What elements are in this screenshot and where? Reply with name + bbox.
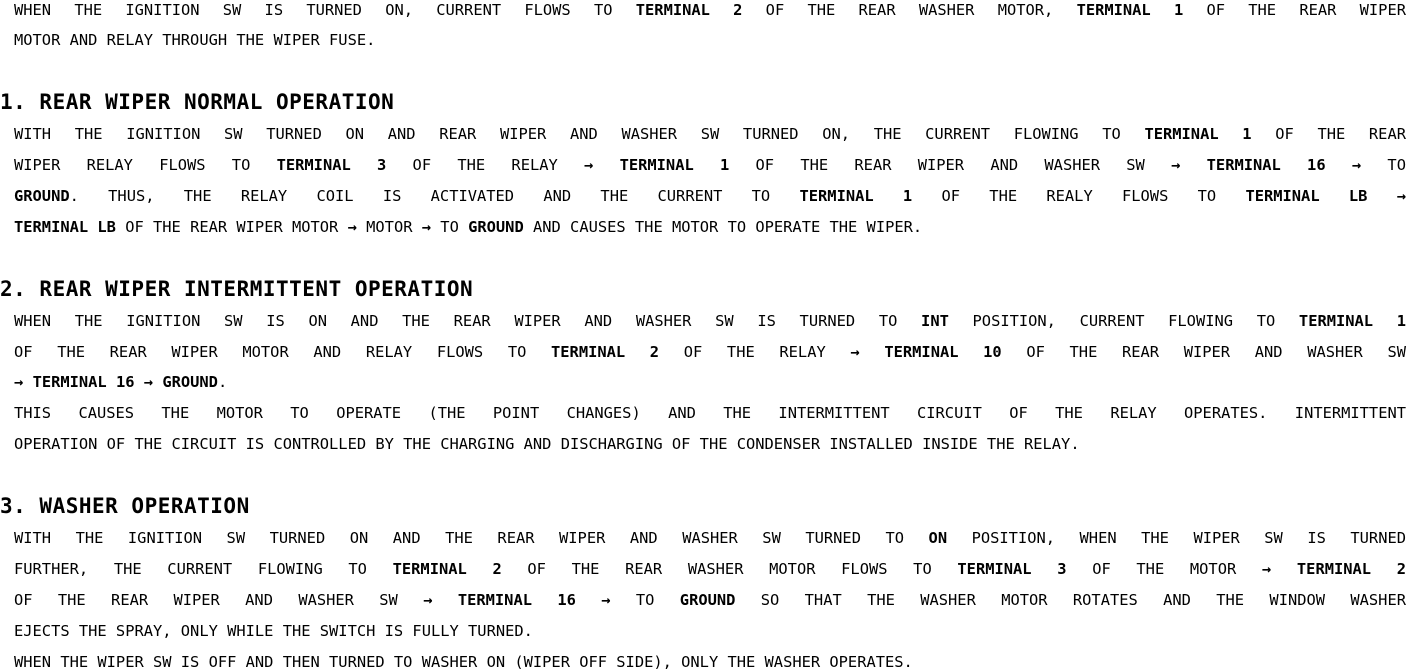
section-3-line-5 <box>14 652 1406 672</box>
text-run: OF THE REAR WASHER MOTOR, <box>742 1 1077 19</box>
text-run: OF THE REAR WIPER AND WASHER SW <box>1001 343 1406 361</box>
arrow-icon: → <box>347 218 357 236</box>
text-run: POSITION, CURRENT FLOWING TO <box>948 312 1299 330</box>
arrow-icon: → <box>601 591 611 609</box>
section-3-heading: 3. WASHER OPERATION <box>0 494 250 518</box>
section-1-line-4 <box>14 217 1406 237</box>
bold-term: GROUND <box>14 187 70 205</box>
text-run: FURTHER, THE CURRENT FLOWING TO <box>14 560 393 578</box>
bold-term: TERMINAL 16 <box>32 373 135 391</box>
text-run <box>135 373 144 391</box>
text-run: TO <box>610 591 680 609</box>
bold-term: TERMINAL 2 <box>392 560 502 578</box>
text-run: AND CAUSES THE MOTOR TO OPERATE THE WIPER. <box>523 218 923 236</box>
bold-term: TERMINAL 2 <box>635 1 743 19</box>
text-run: OF THE MOTOR <box>1066 560 1262 578</box>
text-run <box>23 373 32 391</box>
text-run: WHEN THE WIPER SW IS OFF AND THEN TURNED TO WASHER ON (WIPER OFF SIDE), ONLY THE WASHER OPERATES. <box>14 653 913 671</box>
text-run: OF THE REAR WIPER MOTOR <box>115 218 348 236</box>
arrow-icon: → <box>14 373 24 391</box>
text-run: TO <box>431 218 469 236</box>
text-run: OF THE RELAY <box>659 343 851 361</box>
bold-term: TERMINAL 3 <box>276 156 387 174</box>
bold-term: TERMINAL LB <box>1245 187 1368 205</box>
text-run: OF THE REAR <box>1251 125 1406 143</box>
text-run: MOTOR AND RELAY THROUGH THE WIPER FUSE. <box>14 31 376 49</box>
text-run <box>1367 187 1396 205</box>
bold-term: TERMINAL 16 <box>1206 156 1326 174</box>
bold-term: GROUND <box>162 373 218 391</box>
text-run: THIS CAUSES THE MOTOR TO OPERATE (THE POINT CHANGES) AND THE INTERMITTENT CIRCUIT OF THE RELAY OPERATES. INTERMITTENT <box>14 404 1406 422</box>
bold-term: TERMINAL 1 <box>799 187 913 205</box>
text-run: OF THE RELAY <box>386 156 585 174</box>
text-run <box>153 373 162 391</box>
section-1-heading: 1. REAR WIPER NORMAL OPERATION <box>0 90 395 114</box>
text-run: OF THE REAR WASHER MOTOR FLOWS TO <box>501 560 958 578</box>
arrow-icon: → <box>1171 156 1181 174</box>
text-run: MOTOR <box>356 218 422 236</box>
section-1-line-3 <box>14 186 1406 206</box>
bold-term: INT <box>921 312 949 330</box>
text-run: OF THE REAR WIPER <box>1183 1 1406 19</box>
text-run <box>593 156 619 174</box>
arrow-icon: → <box>850 343 860 361</box>
arrow-icon: → <box>143 373 154 391</box>
bold-term: TERMINAL 1 <box>1144 125 1252 143</box>
bold-term: GROUND <box>679 591 736 609</box>
section-2-line-2 <box>14 342 1406 362</box>
bold-term: TERMINAL 1 <box>1298 312 1406 330</box>
section-3-line-4 <box>14 621 1406 641</box>
section-3-line-3 <box>14 590 1406 610</box>
text-run <box>1326 156 1352 174</box>
text-run: OF THE REALY FLOWS TO <box>912 187 1246 205</box>
section-2-line-5 <box>14 434 1406 454</box>
section-3-line-1 <box>14 528 1406 548</box>
text-run <box>1180 156 1206 174</box>
text-run <box>432 591 457 609</box>
section-3-line-2 <box>14 559 1406 579</box>
text-run: WITH THE IGNITION SW TURNED ON AND REAR WIPER AND WASHER SW TURNED ON, THE CURRENT FLOWING TO <box>14 125 1145 143</box>
text-run: WHEN THE IGNITION SW IS ON AND THE REAR WIPER AND WASHER SW IS TURNED TO <box>14 312 922 330</box>
bold-term: TERMINAL 16 <box>457 591 576 609</box>
text-run: POSITION, WHEN THE WIPER SW IS TURNED <box>947 529 1406 547</box>
text-run: OF THE REAR WIPER AND WASHER SW <box>14 591 424 609</box>
arrow-icon: → <box>1261 560 1272 578</box>
text-run: SO THAT THE WASHER MOTOR ROTATES AND THE WINDOW WASHER <box>735 591 1406 609</box>
section-1-line-2 <box>14 155 1406 175</box>
text-run: OF THE REAR WIPER AND WASHER SW <box>729 156 1172 174</box>
text-run: . <box>217 373 228 391</box>
bold-term: TERMINAL 2 <box>1296 560 1406 578</box>
text-run: WITH THE IGNITION SW TURNED ON AND THE REAR WIPER AND WASHER SW TURNED TO <box>14 529 929 547</box>
bold-term: TERMINAL 2 <box>551 343 660 361</box>
bold-term: GROUND <box>468 218 524 236</box>
text-run: WHEN THE IGNITION SW IS TURNED ON, CURRENT FLOWS TO <box>14 1 636 19</box>
section-2-line-1 <box>14 311 1406 331</box>
intro-line-2 <box>14 30 1406 50</box>
text-run <box>1271 560 1297 578</box>
bold-term: TERMINAL LB <box>14 218 116 236</box>
arrow-icon: → <box>423 591 433 609</box>
text-run <box>576 591 601 609</box>
arrow-icon: → <box>421 218 432 236</box>
bold-term: ON <box>928 529 948 547</box>
arrow-icon: → <box>1396 187 1406 205</box>
arrow-icon: → <box>1351 156 1362 174</box>
text-run <box>860 343 885 361</box>
intro-line-1 <box>14 0 1406 20</box>
bold-term: TERMINAL 1 <box>1076 1 1184 19</box>
section-1-line-1 <box>14 124 1406 144</box>
arrow-icon: → <box>584 156 594 174</box>
bold-term: TERMINAL 1 <box>619 156 730 174</box>
text-run: OF THE REAR WIPER MOTOR AND RELAY FLOWS TO <box>14 343 552 361</box>
text-run: EJECTS THE SPRAY, ONLY WHILE THE SWITCH IS FULLY TURNED. <box>14 622 533 640</box>
section-2-line-3 <box>14 372 1406 392</box>
text-run: OPERATION OF THE CIRCUIT IS CONTROLLED BY THE CHARGING AND DISCHARGING OF THE CONDENSER INSTALLED INSIDE THE RELAY. <box>14 435 1080 453</box>
bold-term: TERMINAL 3 <box>957 560 1067 578</box>
text-run: . THUS, THE RELAY COIL IS ACTIVATED AND THE CURRENT TO <box>69 187 800 205</box>
section-2-line-4 <box>14 403 1406 423</box>
section-2-heading: 2. REAR WIPER INTERMITTENT OPERATION <box>0 277 474 301</box>
bold-term: TERMINAL 10 <box>884 343 1002 361</box>
text-run: WIPER RELAY FLOWS TO <box>14 156 277 174</box>
text-run: TO <box>1361 156 1406 174</box>
